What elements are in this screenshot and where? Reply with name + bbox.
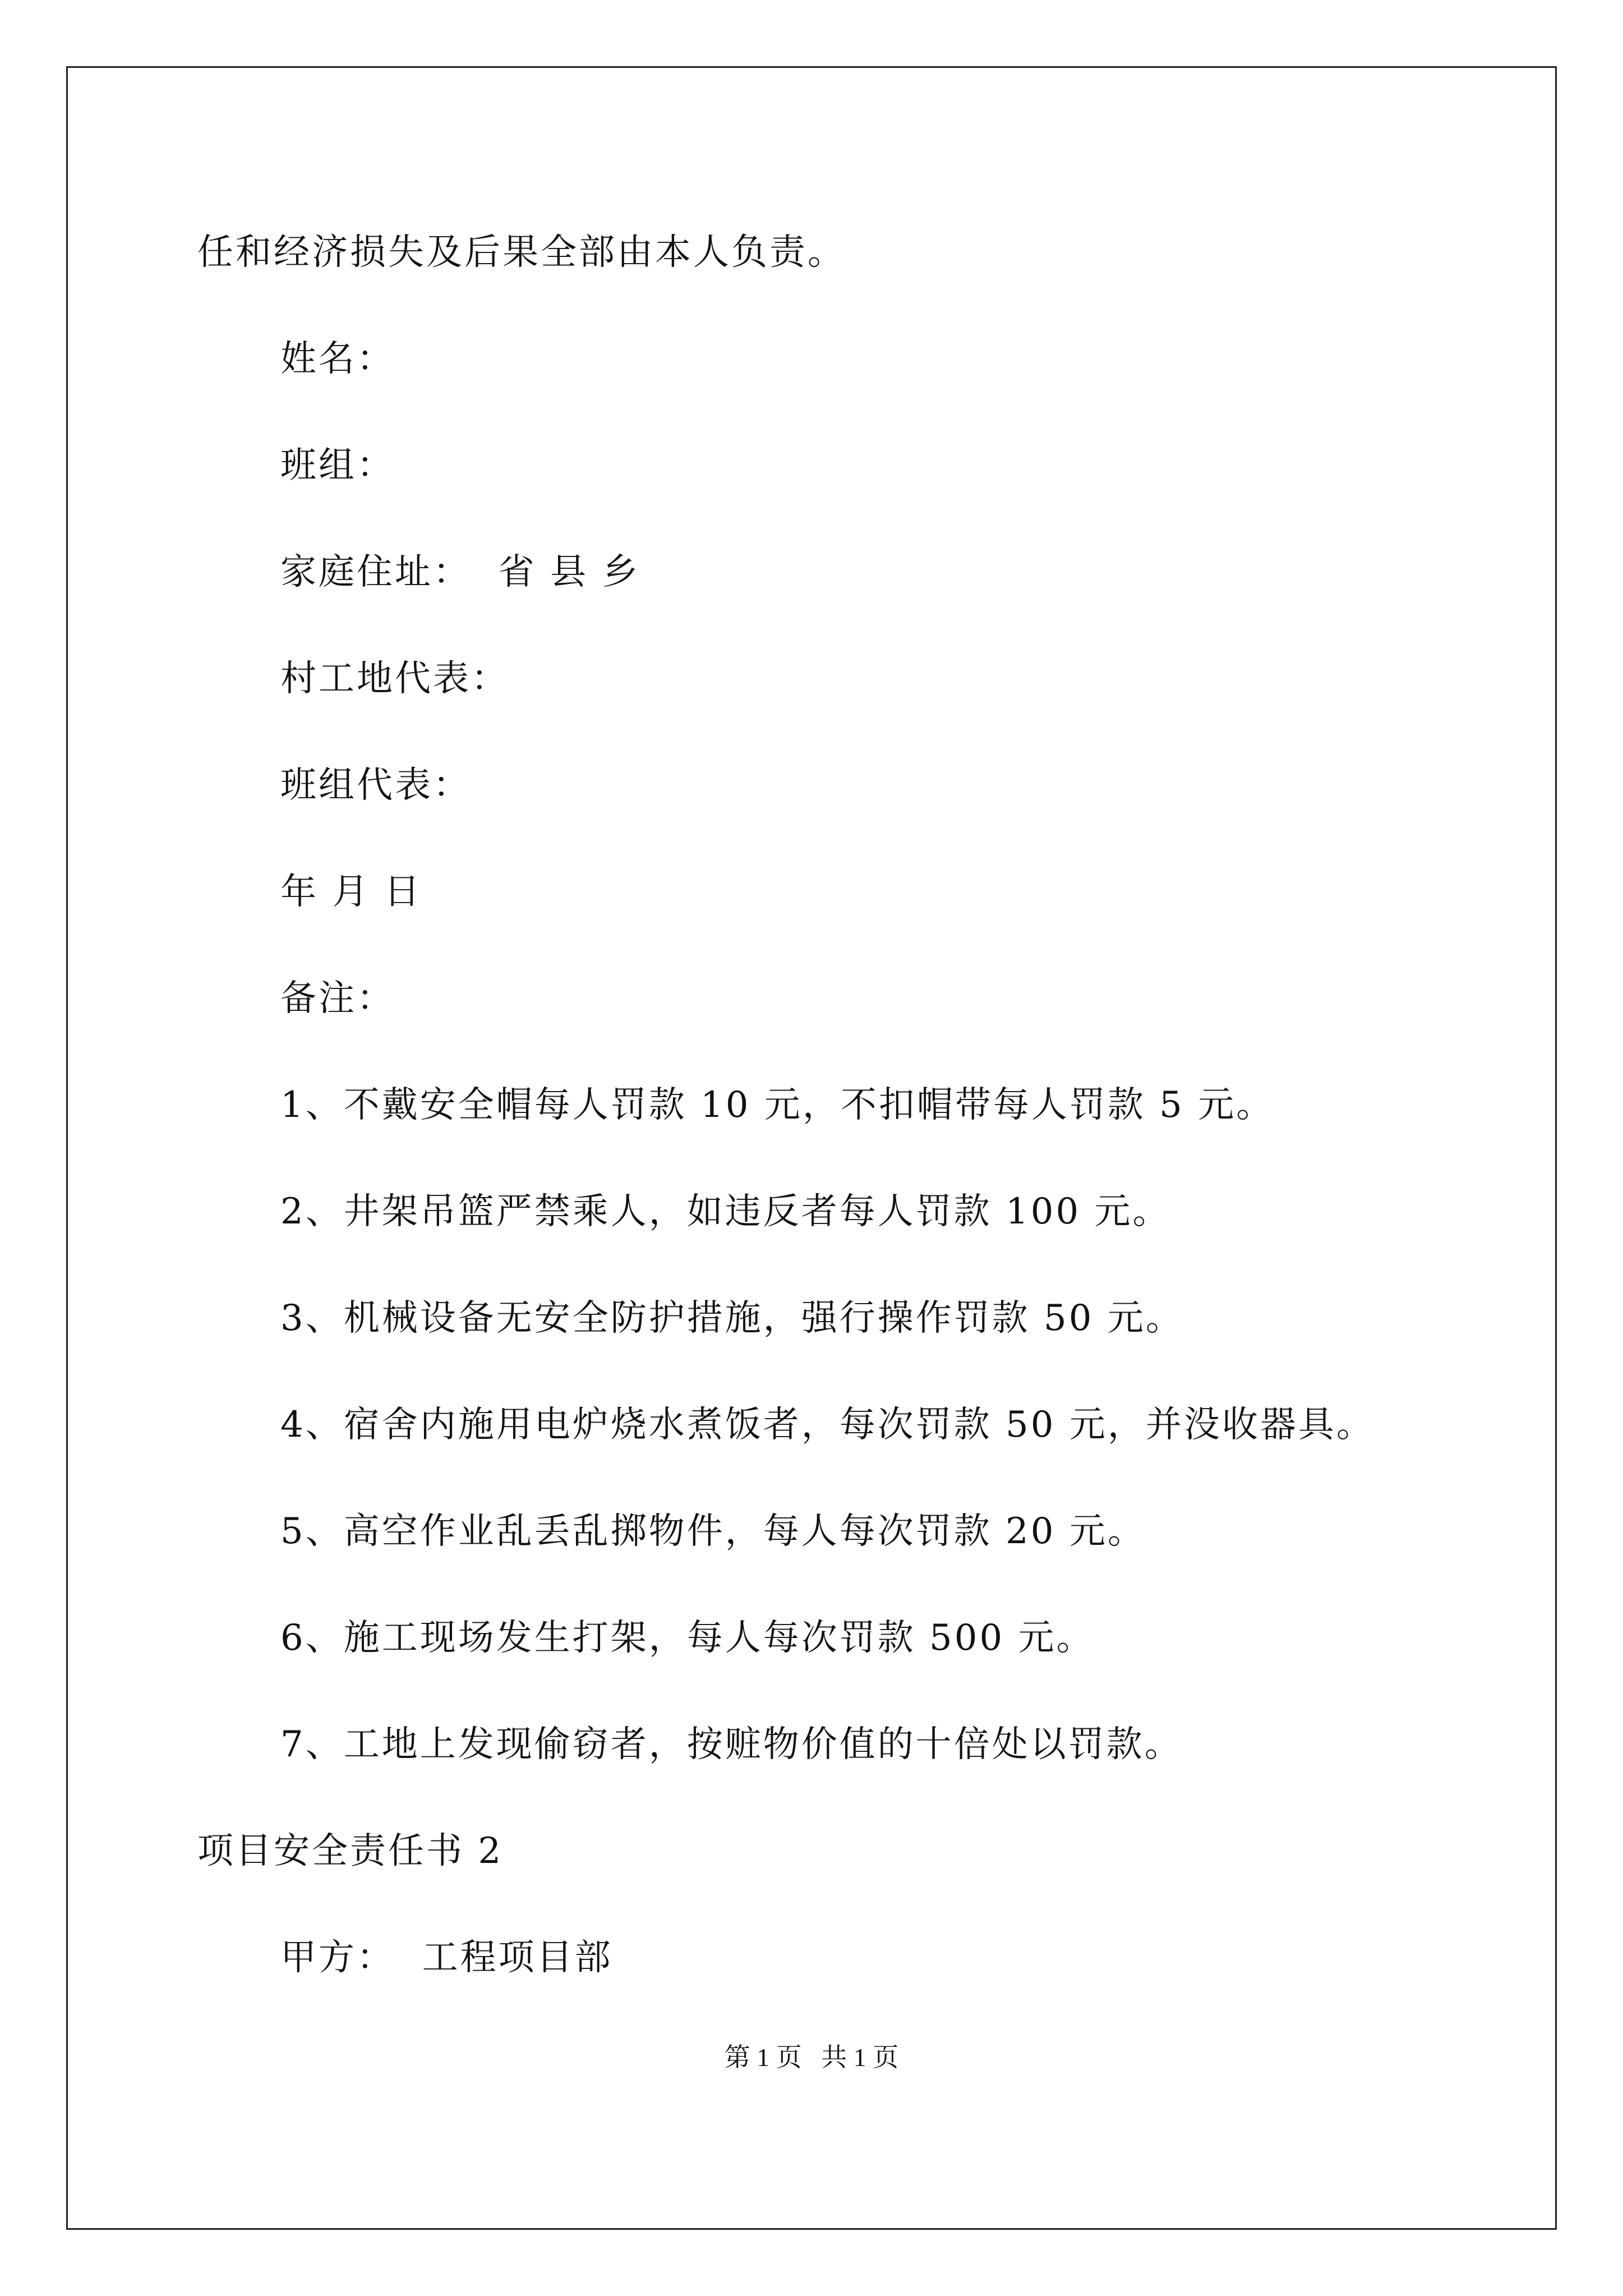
field-team-rep-label: 班组代表： bbox=[280, 765, 471, 806]
remark-item-1: 1、不戴安全帽每人罚款 10 元，不扣帽带每人罚款 5 元。 bbox=[280, 1084, 1275, 1126]
page-footer: 第 1 页 共 1 页 bbox=[724, 2043, 899, 2072]
field-site-rep-label: 村工地代表： bbox=[280, 658, 509, 700]
remark-item-7: 7、工地上发现偷窃者，按赃物价值的十倍处以罚款。 bbox=[280, 1724, 1183, 1765]
field-team-label: 班组： bbox=[280, 445, 395, 486]
field-address-label: 家庭住址： 省 县 乡 bbox=[280, 551, 640, 593]
text-line-liability: 任和经济损失及后果全部由本人负责。 bbox=[197, 232, 846, 273]
remark-item-4: 4、宿舍内施用电炉烧水煮饭者，每次罚款 50 元，并没收器具。 bbox=[280, 1404, 1375, 1446]
section-title: 项目安全责任书 2 bbox=[197, 1830, 504, 1872]
field-name-label: 姓名： bbox=[280, 338, 395, 380]
party-a-label: 甲方： 工程项目部 bbox=[280, 1937, 613, 1978]
remarks-heading: 备注： bbox=[280, 978, 395, 1019]
remark-item-6: 6、施工现场发生打架，每人每次罚款 500 元。 bbox=[280, 1617, 1095, 1659]
remark-item-3: 3、机械设备无安全防护措施，强行操作罚款 50 元。 bbox=[280, 1297, 1184, 1339]
field-date-label: 年 月 日 bbox=[280, 871, 422, 913]
remark-item-2: 2、井架吊篮严禁乘人，如违反者每人罚款 100 元。 bbox=[280, 1191, 1171, 1232]
page-border bbox=[66, 66, 1557, 2230]
remark-item-5: 5、高空作业乱丢乱掷物件，每人每次罚款 20 元。 bbox=[280, 1511, 1146, 1552]
